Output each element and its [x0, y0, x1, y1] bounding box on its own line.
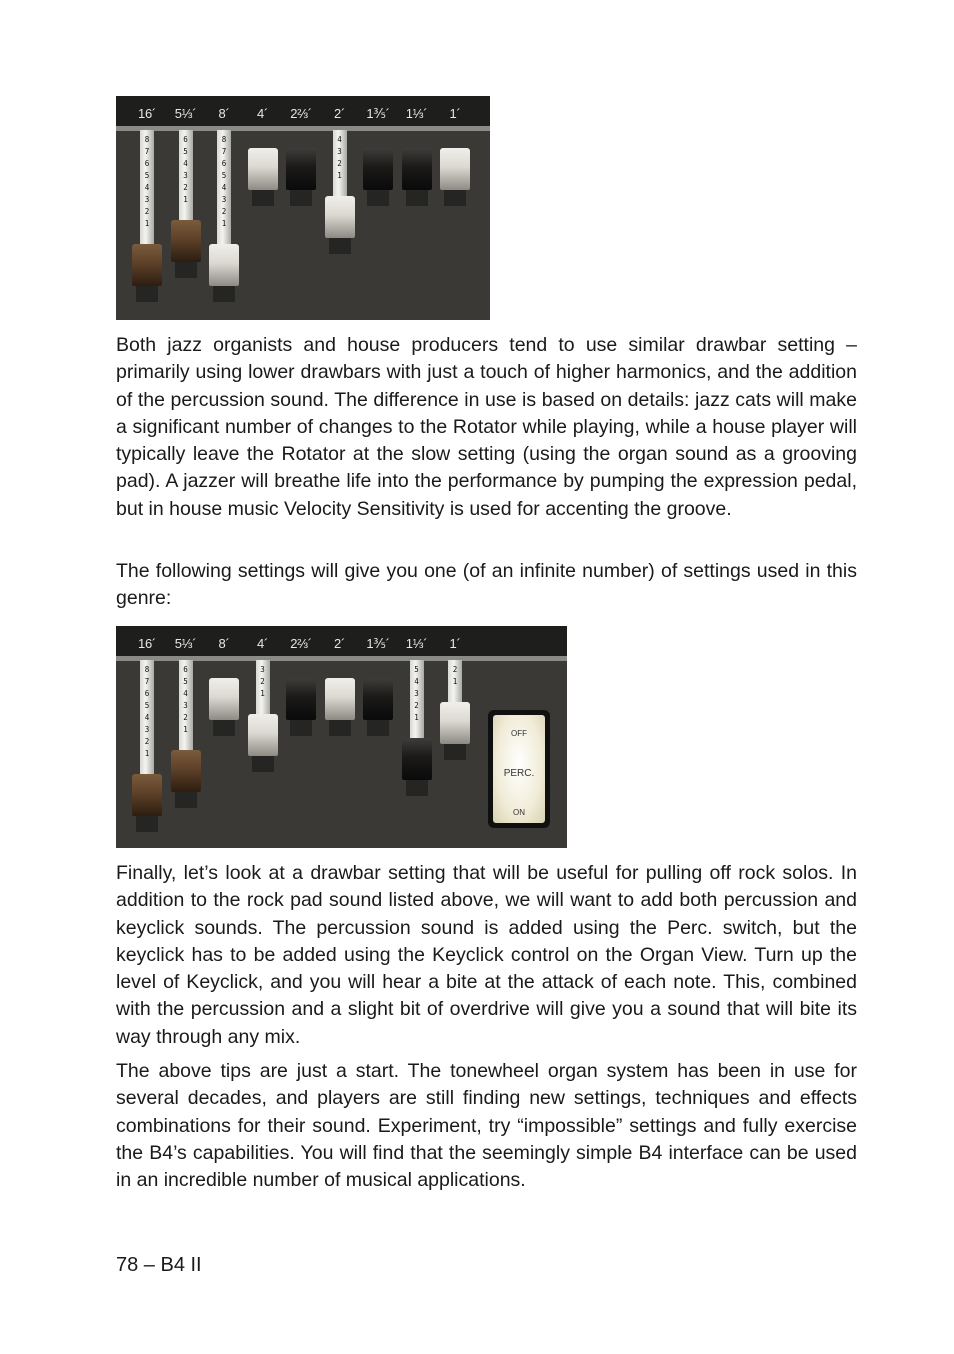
drawbar-scale-number: 7: [144, 147, 150, 156]
drawbar-handle[interactable]: [209, 678, 239, 720]
drawbar-scale-number: 2: [337, 159, 342, 168]
drawbar-scale-number: 5: [144, 171, 150, 180]
drawbar-scale-number: 1: [183, 195, 188, 204]
drawbar-scale-number: 1: [144, 219, 150, 228]
drawbar-footage-label: 2´: [334, 106, 345, 121]
drawbar-handle[interactable]: [248, 714, 278, 756]
paragraph-1: Both jazz organists and house producers tend to use similar drawbar setting – primarily using lower drawbars with just a touch of higher harmonics, and the addition of the percussion sound. The difference in use is based on details: jazz cats will make a significant number of changes to the Rotator while playing, while a house player will typically leave the Rotator at the slow setting (using the organ sound as a grooving pad). A jazzer will breathe life into the performance by pumping the expression pedal, but in house music Velocity Sensitivity is used for accenting the groove.: [116, 334, 857, 520]
drawbar-handle[interactable]: [171, 220, 201, 262]
drawbar-footage-label: 8´: [218, 106, 230, 121]
percussion-switch[interactable]: [488, 710, 550, 828]
drawbar-handle-shadow: [136, 286, 158, 302]
drawbar-scale-number: 3: [183, 701, 188, 710]
drawbar-handle[interactable]: [209, 244, 239, 286]
perc-switch-label: PERC.: [503, 767, 535, 779]
page-footer: 78 – B4 II: [116, 1254, 202, 1276]
drawbar-scale-number: 4: [337, 135, 342, 144]
drawbar-scale-number: 5: [221, 171, 227, 180]
drawbar-handle[interactable]: [286, 148, 316, 190]
drawbar-scale-number: 4: [183, 159, 188, 168]
drawbar-footage-label: 2´: [334, 636, 345, 651]
drawbar-scale-number: 2: [144, 737, 150, 746]
drawbar-scale-number: 5: [183, 677, 188, 686]
drawbar-handle-shadow: [329, 720, 351, 736]
drawbar-scale-number: 4: [221, 183, 227, 192]
drawbar-shaft: [179, 660, 193, 752]
drawbar-shaft: [140, 130, 154, 246]
drawbar-handle[interactable]: [402, 738, 432, 780]
drawbar-handle-shadow: [329, 238, 351, 254]
drawbar-footage-label: 8´: [218, 636, 230, 651]
drawbar-handle[interactable]: [132, 774, 162, 816]
drawbar-scale-number: 1: [221, 219, 227, 228]
drawbar-handle[interactable]: [363, 148, 393, 190]
drawbar-handle-shadow: [406, 190, 428, 206]
drawbar-scale-number: 6: [144, 689, 150, 698]
drawbar-scale-number: 4: [144, 183, 150, 192]
drawbar-scale-number: 3: [260, 665, 265, 674]
drawbar-footage-label: 2⅔´: [290, 106, 312, 121]
drawbar-scale-number: 8: [144, 665, 150, 674]
drawbar-shaft: [179, 130, 193, 222]
drawbar-handle-shadow: [252, 756, 274, 772]
drawbar-scale-number: 3: [337, 147, 342, 156]
drawbar-footage-label: 16´: [138, 106, 156, 121]
drawbar-shaft: [333, 130, 347, 198]
drawbar-scale-number: 2: [414, 701, 419, 710]
drawbar-scale-number: 2: [183, 713, 188, 722]
drawbar-scale-number: 1: [414, 713, 419, 722]
drawbar-footage-label: 1⅗´: [366, 106, 390, 121]
drawbar-footage-label: 1´: [449, 106, 461, 121]
drawbar-handle[interactable]: [132, 244, 162, 286]
drawbar-scale-number: 6: [144, 159, 150, 168]
percussion-switch-face: [493, 715, 545, 823]
drawbar-handle-shadow: [444, 744, 466, 760]
drawbar-scale-number: 1: [260, 689, 265, 698]
drawbar-handle[interactable]: [248, 148, 278, 190]
drawbar-scale-number: 3: [414, 689, 419, 698]
drawbar-scale-number: 4: [144, 713, 150, 722]
drawbar-handle[interactable]: [171, 750, 201, 792]
drawbar-scale-number: 2: [221, 207, 227, 216]
drawbar-scale-number: 6: [221, 159, 227, 168]
drawbar-shaft: [448, 660, 462, 704]
paragraph-2: The following settings will give you one (of an infinite number) of settings used in this genre:: [116, 560, 857, 610]
drawbar-shaft: [217, 130, 231, 246]
drawbar-handle[interactable]: [402, 148, 432, 190]
drawbar-scale-number: 5: [183, 147, 188, 156]
drawbar-scale-number: 4: [414, 677, 419, 686]
drawbar-scale-number: 2: [260, 677, 265, 686]
drawbar-footage-label: 1⅗´: [366, 636, 390, 651]
drawbar-scale-number: 1: [452, 677, 458, 686]
drawbar-handle[interactable]: [440, 148, 470, 190]
drawbar-scale-number: 2: [183, 183, 188, 192]
drawbar-footage-label: 16´: [138, 636, 156, 651]
drawbar-handle-shadow: [406, 780, 428, 796]
drawbar-scale-number: 5: [414, 665, 419, 674]
drawbar-handle-shadow: [367, 720, 389, 736]
drawbar-footage-label: 5⅓´: [174, 106, 197, 121]
drawbar-footage-label: 5⅓´: [174, 636, 197, 651]
drawbar-scale-number: 3: [221, 195, 227, 204]
drawbar-handle-shadow: [175, 792, 197, 808]
drawbar-rail: [116, 126, 490, 131]
drawbar-scale-number: 8: [144, 135, 150, 144]
drawbar-scale-number: 2: [452, 665, 458, 674]
drawbar-handle-shadow: [175, 262, 197, 278]
drawbar-scale-number: 8: [221, 135, 227, 144]
drawbar-handle-shadow: [213, 720, 235, 736]
drawbar-footage-label: 1⅓´: [405, 636, 428, 651]
drawbar-scale-number: 1: [183, 725, 188, 734]
drawbar-shaft: [140, 660, 154, 776]
drawbar-scale-number: 1: [337, 171, 342, 180]
drawbar-handle[interactable]: [440, 702, 470, 744]
drawbar-footage-label: 1´: [449, 636, 461, 651]
drawbar-handle-shadow: [290, 720, 312, 736]
drawbar-scale-number: 2: [144, 207, 150, 216]
drawbar-scale-number: 1: [144, 749, 150, 758]
drawbar-scale-number: 7: [144, 677, 150, 686]
drawbar-scale-number: 6: [183, 665, 188, 674]
drawbar-footage-label: 2⅔´: [290, 636, 312, 651]
drawbar-figure-1: [116, 96, 490, 320]
drawbar-scale-number: 5: [144, 701, 150, 710]
drawbar-scale-number: 7: [221, 147, 227, 156]
drawbar-handle-shadow: [136, 816, 158, 832]
drawbar-shaft: [410, 660, 424, 740]
drawbar-handle-shadow: [444, 190, 466, 206]
drawbar-scale-number: 3: [144, 195, 150, 204]
drawbar-handle-shadow: [290, 190, 312, 206]
drawbar-handle[interactable]: [286, 678, 316, 720]
perc-switch-off-label: OFF: [511, 729, 527, 738]
drawbar-figure-2: [116, 626, 567, 848]
drawbar-footage-label: 4´: [257, 636, 268, 651]
paragraph-4: The above tips are just a start. The tonewheel organ system has been in use for several decades, and players are still finding new settings, techniques and effects combinations for their sound. Experiment, try “impossible” settings and fully exercise the B4’s capabilities. You will find that the seemingly simple B4 interface can be used in an incredible number of musical applications.: [116, 1060, 857, 1192]
drawbar-scale-number: 3: [144, 725, 150, 734]
drawbar-handle-shadow: [252, 190, 274, 206]
drawbar-scale-number: 6: [183, 135, 188, 144]
drawbar-shaft: [256, 660, 270, 716]
drawbar-handle-shadow: [367, 190, 389, 206]
drawbar-handle[interactable]: [325, 196, 355, 238]
drawbar-handle[interactable]: [363, 678, 393, 720]
drawbar-handle[interactable]: [325, 678, 355, 720]
drawbar-scale-number: 4: [183, 689, 188, 698]
paragraph-3: Finally, let’s look at a drawbar setting that will be useful for pulling off rock solos. In addition to the rock pad sound listed above, we will want to add both percussion and keyclick sounds. The percussion sound is added using the Perc. switch, but the keyclick has to be added using the Keyclick control on the Organ View. Turn up the level of Keyclick, and you will hear a bite at the attack of each note. This, combined with the percussion and a slight bit of overdrive will give you a sound that will bite its way through any mix.: [116, 862, 857, 1048]
drawbar-handle-shadow: [213, 286, 235, 302]
drawbar-scale-number: 3: [183, 171, 188, 180]
drawbar-footage-label: 4´: [257, 106, 268, 121]
perc-switch-on-label: ON: [513, 808, 525, 817]
drawbar-footage-label: 1⅓´: [405, 106, 428, 121]
